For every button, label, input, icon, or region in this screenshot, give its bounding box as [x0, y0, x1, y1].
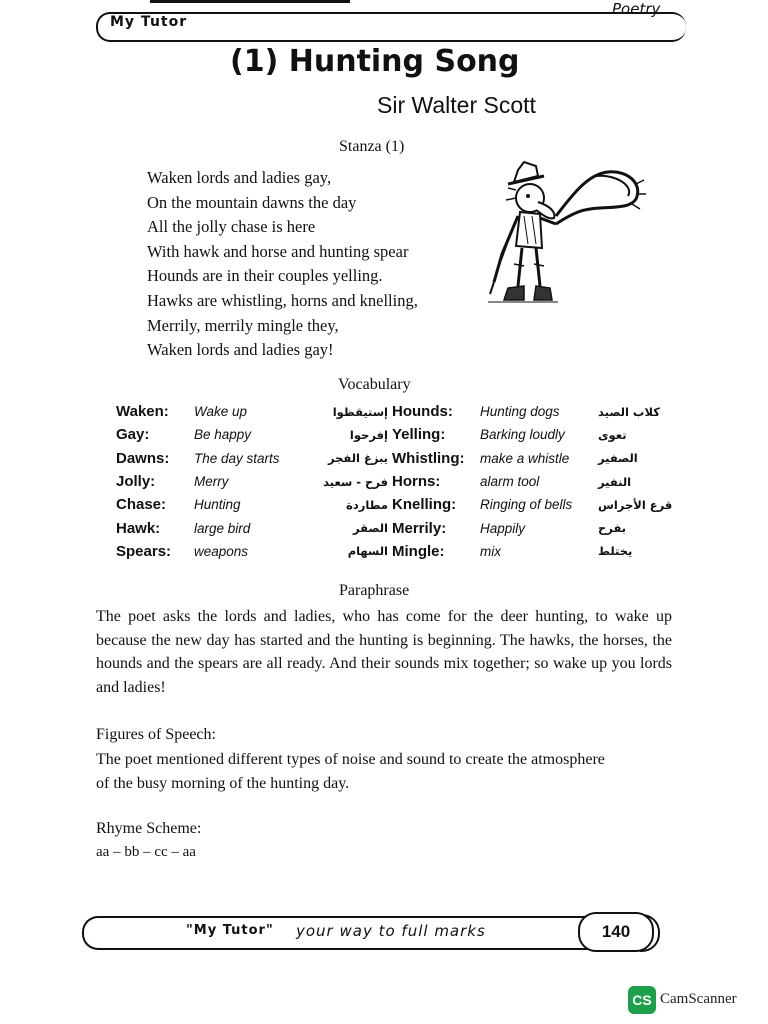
vocab-arabic: فرح - سعيد	[323, 474, 388, 489]
stanza-line: Hounds are in their couples yelling.	[147, 266, 383, 286]
poem-title: (1) Hunting Song	[230, 44, 520, 79]
camscanner-watermark: CamScanner	[660, 991, 737, 1007]
paraphrase-heading: Paraphrase	[339, 582, 410, 599]
vocab-meaning: Barking loudly	[480, 427, 565, 443]
vocab-word: Mingle:	[392, 542, 445, 560]
vocabulary-row	[116, 423, 672, 446]
vocab-meaning: make a whistle	[480, 450, 570, 466]
header-section-label: Poetry	[612, 0, 661, 18]
vocabulary-row	[116, 400, 672, 423]
vocab-arabic: يبزغ الفجر	[327, 451, 388, 466]
vocab-word: Horns:	[392, 473, 441, 491]
vocab-word: Merrily:	[392, 519, 447, 537]
vocab-word: Chase:	[116, 496, 167, 514]
vocab-word: Knelling:	[392, 496, 457, 514]
vocabulary-row	[116, 493, 672, 516]
stanza-line: With hawk and horse and hunting spear	[147, 241, 409, 261]
vocab-word: Whistling:	[392, 449, 465, 467]
vocab-word: Hawk:	[116, 519, 161, 537]
vocab-meaning: Wake up	[194, 404, 248, 420]
vocab-arabic: الصقر	[352, 521, 388, 536]
stanza-heading: Stanza (1)	[339, 138, 405, 155]
paraphrase-text: The poet asks the lords and ladies, who has come for the deer hunting, to wake up because the new day has started and the hunting is beginning. The hawks, the horses, the hounds and the spears are all ready. And their sounds mix together; so wake up you lords and ladies!	[96, 608, 672, 696]
vocabulary-table	[116, 400, 672, 563]
vocab-meaning: weapons	[194, 543, 249, 559]
vocab-meaning: Ringing of bells	[480, 497, 573, 513]
footer-slogan: your way to full marks	[296, 922, 486, 940]
vocab-word: Waken:	[116, 403, 169, 421]
hunter-with-horn-icon	[478, 154, 648, 314]
vocabulary-row	[116, 447, 672, 470]
vocab-word: Jolly:	[116, 473, 156, 491]
vocab-meaning: The day starts	[194, 450, 280, 466]
vocabulary-heading: Vocabulary	[338, 376, 411, 393]
vocab-word: Hounds:	[392, 403, 453, 421]
vocab-meaning: Hunting	[194, 497, 241, 513]
vocabulary-row	[116, 516, 672, 539]
vocab-arabic: مطاردة	[346, 497, 388, 512]
vocab-meaning: alarm tool	[480, 474, 540, 490]
rhyme-text: aa – bb – cc – aa	[96, 844, 196, 860]
footer-brand: "My Tutor"	[186, 923, 274, 938]
header-brand: My Tutor	[110, 14, 188, 30]
rhyme-heading: Rhyme Scheme:	[96, 820, 202, 837]
stanza-line: Merrily, merrily mingle they,	[147, 315, 339, 335]
vocab-arabic: كلاب الصيد	[598, 404, 660, 419]
camscanner-logo-icon: CS	[628, 986, 656, 1014]
vocab-arabic: إفرحوا	[349, 427, 388, 442]
page-number: 140	[578, 912, 654, 952]
vocab-meaning: mix	[480, 543, 501, 559]
vocab-arabic: السهام	[347, 544, 388, 559]
vocab-arabic: قرع الأجراس	[598, 497, 673, 512]
vocab-arabic: بفرح	[598, 521, 627, 536]
vocabulary-row	[116, 540, 672, 563]
vocab-arabic: يختلط	[598, 544, 633, 559]
stanza-line: Waken lords and ladies gay,	[147, 168, 332, 187]
figures-heading: Figures of Speech:	[96, 726, 216, 743]
stanza-line: On the mountain dawns the day	[147, 192, 357, 212]
vocab-meaning: Hunting dogs	[480, 404, 560, 420]
stanza-lines	[147, 166, 418, 363]
poem-author: Sir Walter Scott	[377, 92, 536, 118]
stanza-line: Hawks are whistling, horns and knelling,	[147, 290, 418, 310]
vocab-arabic: النفير	[598, 474, 632, 489]
vocab-word: Yelling:	[392, 426, 446, 444]
figures-text: The poet mentioned different types of noise and sound to create the atmosphere of the busy morning of the hunting day.	[96, 751, 605, 792]
stanza-line: Waken lords and ladies gay!	[147, 340, 334, 360]
vocab-word: Gay:	[116, 426, 150, 444]
vocab-arabic: إستيقظوا	[332, 404, 388, 419]
vocab-meaning: Happily	[480, 520, 526, 536]
header-top-rule	[150, 0, 350, 3]
vocab-meaning: Merry	[194, 474, 229, 490]
vocab-word: Dawns:	[116, 449, 170, 467]
vocabulary-row	[116, 470, 672, 493]
stanza-line: All the jolly chase is here	[147, 217, 316, 237]
vocab-word: Spears:	[116, 542, 172, 560]
vocab-meaning: Be happy	[194, 427, 252, 443]
vocab-meaning: large bird	[194, 520, 251, 536]
vocab-arabic: تعوى	[598, 427, 627, 442]
vocab-arabic: الصفير	[598, 451, 638, 466]
